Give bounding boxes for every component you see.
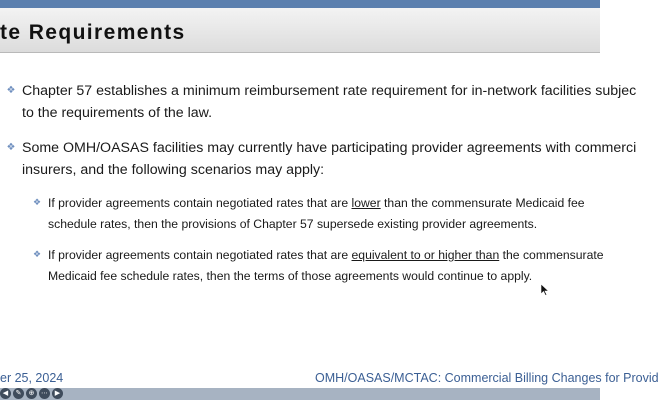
text-segment: the commensurate [499,248,604,262]
bullet-line: Chapter 57 establishes a minimum reimbursement rate requirement for in-network facilities subjec [22,83,637,99]
more-icon[interactable]: ⋯ [41,389,48,397]
sub-bullet-line [48,193,600,214]
bullet-text [22,80,636,124]
text-segment: If provider agreements contain negotiated rates that are [48,196,352,210]
slide-title-bar [0,8,600,53]
slide-title: te Requirements [0,21,186,44]
bullet-item [0,80,637,124]
zoom-icon[interactable]: ⊕ [26,388,37,399]
bullet-text [22,137,636,181]
sub-bullet-item [26,193,600,235]
slideshow-control-bar [0,388,600,400]
diamond-bullet-icon: ❖ [32,198,42,208]
pen-icon[interactable]: ✎ [13,388,24,399]
next-icon[interactable]: ▶ [52,388,63,399]
top-accent-strip [0,0,600,8]
previous-icon[interactable]: ◀ [0,388,11,399]
diamond-bullet-icon: ❖ [6,85,16,96]
sub-bullet-line: schedule rates, then the provisions of Chapter 57 supersede existing provider agreements. [48,217,538,231]
bullet-line: insurers, and the following scenarios may apply: [22,162,325,178]
sub-bullet-line: Medicaid fee schedule rates, then the terms of those agreements would continue to apply. [48,269,533,283]
sub-bullet-text [48,193,600,235]
bullet-item [0,137,637,181]
underlined-text: lower [351,196,381,210]
slideshow-controls [0,388,63,400]
bullet-line: Some OMH/OASAS facilities may currently have participating provider agreements with commerci [22,140,637,156]
diamond-bullet-icon: ❖ [6,142,16,153]
text-segment: than the commensurate Medicaid fee [380,196,585,210]
sub-bullet-line [48,245,604,266]
sub-bullet-text [48,245,604,287]
footer-title: OMH/OASAS/MCTAC: Commercial Billing Changes for Provid [315,371,659,385]
sub-bullet-item [26,245,604,287]
footer-date: er 25, 2024 [0,371,64,385]
diamond-bullet-icon: ❖ [32,250,42,260]
underlined-text: equivalent to or higher than [351,248,500,262]
text-segment: If provider agreements contain negotiated rates that are [48,248,352,262]
bullet-line: to the requirements of the law. [22,105,213,121]
mouse-cursor-icon [541,284,549,296]
